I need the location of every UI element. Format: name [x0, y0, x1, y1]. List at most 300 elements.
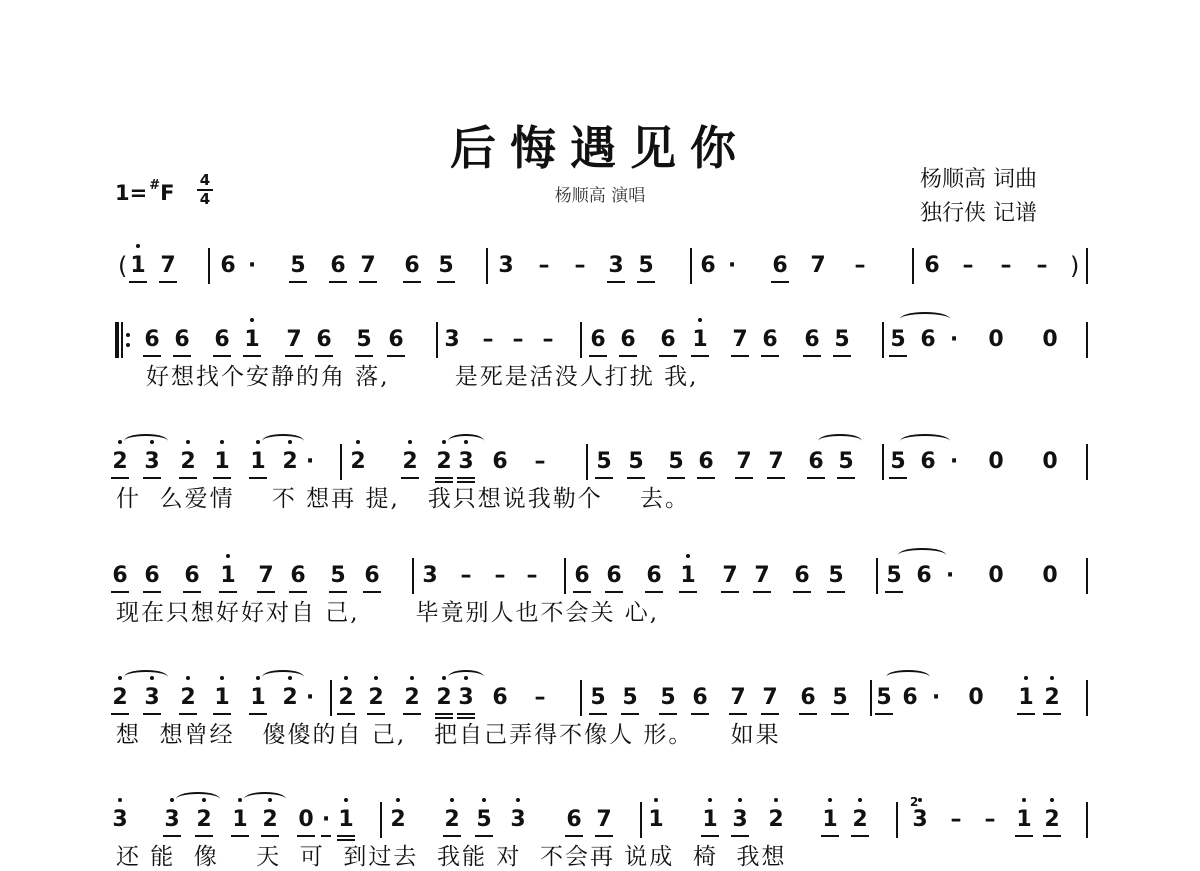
note: [986, 448, 1006, 476]
note-digit: 5: [876, 685, 892, 710]
note-digit: 6: [404, 253, 420, 278]
parenthesis: ): [1070, 252, 1080, 280]
note: [366, 684, 386, 712]
note: [770, 252, 790, 280]
octave-dot-high: [410, 676, 414, 680]
note: [766, 448, 786, 476]
slur: [262, 670, 304, 684]
note-digit: 2: [112, 448, 127, 476]
note-digit: 5: [438, 253, 454, 278]
note-digit: ·: [305, 685, 315, 710]
barline: [1086, 802, 1088, 838]
barline: [586, 444, 588, 480]
note: [618, 326, 638, 354]
octave-dot-high: [408, 440, 412, 444]
note-digit: 1: [214, 684, 229, 712]
note-digit: 6: [330, 253, 346, 278]
note: [128, 252, 148, 280]
note: [162, 806, 182, 834]
note-digit: 2: [282, 448, 297, 476]
note-digit: –: [1000, 253, 1012, 278]
time-bottom: 4: [199, 190, 211, 208]
octave-dot-high: [482, 798, 486, 802]
note-digit: ·: [949, 327, 959, 352]
note: [194, 806, 214, 834]
note: [386, 326, 406, 354]
note-digit: 5: [828, 563, 844, 588]
note: [260, 806, 280, 834]
note: [966, 684, 986, 712]
octave-dot-high: [1050, 676, 1054, 680]
octave-dot-high: [220, 676, 224, 680]
note-digit: 5: [330, 563, 346, 588]
note-digit: 2: [436, 684, 451, 712]
note: [564, 806, 584, 834]
slur: [176, 792, 220, 806]
note: [944, 326, 964, 354]
note-digit: 2: [444, 806, 459, 834]
note: [944, 448, 964, 476]
note-digit: 0: [968, 685, 984, 710]
octave-dot-high: [344, 676, 348, 680]
note: [760, 684, 780, 712]
repeat-part: [115, 322, 119, 358]
note: [678, 562, 698, 590]
note: [730, 806, 750, 834]
note: [986, 562, 1006, 590]
note: [1014, 806, 1034, 834]
barline: [690, 248, 692, 284]
note-digit: 3: [164, 806, 179, 834]
note-digit: 6: [290, 563, 306, 588]
note-digit: 7: [730, 685, 746, 710]
note: [316, 806, 336, 834]
note-digit: 2: [1044, 684, 1059, 712]
slur: [124, 434, 168, 448]
octave-dot-high: [118, 798, 122, 802]
octave-dot-high: [220, 440, 224, 444]
slur: [448, 434, 484, 448]
octave-dot-high: [1050, 798, 1054, 802]
repeat-part: [126, 333, 130, 337]
note: [850, 806, 870, 834]
note: [110, 806, 130, 834]
note: [288, 562, 308, 590]
note: [830, 684, 850, 712]
octave-dot-high: [118, 440, 122, 444]
note: [572, 562, 592, 590]
note-digit: 0: [1042, 563, 1058, 588]
octave-dot-high: [344, 798, 348, 802]
note: [696, 448, 716, 476]
note: [806, 448, 826, 476]
note-digit: 6: [566, 807, 582, 832]
key-signature: [115, 178, 174, 205]
note: [802, 326, 822, 354]
note-digit: 1: [232, 806, 247, 834]
note: [728, 684, 748, 712]
octave-dot-high: [136, 244, 140, 248]
note-digit: 6: [808, 449, 824, 474]
note: [766, 806, 786, 834]
octave-dot-high: [858, 798, 862, 802]
note: [182, 562, 202, 590]
note: [110, 684, 130, 712]
note: [646, 806, 666, 834]
barline: [882, 322, 884, 358]
note-digit: 1: [648, 806, 663, 834]
note: [434, 684, 454, 712]
note: [606, 252, 626, 280]
key-prefix: 1=: [115, 181, 148, 205]
octave-dot-high: [442, 440, 446, 444]
note-digit: 0: [1042, 449, 1058, 474]
note-digit: 6: [606, 563, 622, 588]
note: [588, 326, 608, 354]
note-digit: 6: [174, 327, 190, 352]
barline: [1086, 680, 1088, 716]
octave-dot-high: [738, 798, 742, 802]
barline: [330, 680, 332, 716]
transcriber-credit: 独行侠 记谱: [920, 201, 1037, 226]
note-digit: 5: [660, 685, 676, 710]
barline: [340, 444, 342, 480]
note-digit: 7: [722, 563, 738, 588]
barline: [1086, 322, 1088, 358]
barline: [580, 680, 582, 716]
note: [110, 562, 130, 590]
note: [1032, 252, 1052, 280]
note: [362, 562, 382, 590]
note-digit: –: [460, 563, 472, 588]
note: [1042, 806, 1062, 834]
note-digit: 6: [916, 563, 932, 588]
note: [242, 252, 262, 280]
note: [490, 448, 510, 476]
note-digit: 5: [628, 449, 644, 474]
note: [604, 562, 624, 590]
octave-dot-high: [1022, 798, 1026, 802]
note-digit: 7: [810, 253, 826, 278]
note-digit: 6: [660, 327, 676, 352]
note: [530, 684, 550, 712]
barline: [436, 322, 438, 358]
note: [530, 448, 550, 476]
note-digit: 5: [886, 563, 902, 588]
note: [242, 326, 262, 354]
lyric-line: 现在只想好好对自 己, 毕竟别人也不会关 心,: [116, 600, 660, 626]
repeat-part: [126, 343, 130, 347]
note: [658, 684, 678, 712]
note: [142, 448, 162, 476]
octave-dot-high: [118, 676, 122, 680]
note: [958, 252, 978, 280]
note-digit: 1: [130, 252, 145, 280]
note-digit: 2: [436, 448, 451, 476]
note: [836, 448, 856, 476]
note: [178, 448, 198, 476]
grace-note: 2: [910, 795, 919, 809]
note-digit: 6: [692, 685, 708, 710]
octave-dot-high: [356, 440, 360, 444]
barline: [486, 248, 488, 284]
note: [230, 806, 250, 834]
note: [328, 562, 348, 590]
note: [874, 684, 894, 712]
note: [620, 684, 640, 712]
note-digit: 7: [258, 563, 274, 588]
note-digit: 1: [702, 806, 717, 834]
note: [280, 684, 300, 712]
note-digit: 7: [768, 449, 784, 474]
note-digit: 6: [700, 253, 716, 278]
note: [456, 684, 476, 712]
key-note: F: [160, 181, 175, 205]
note: [436, 252, 456, 280]
note: [348, 448, 368, 476]
note-digit: 2: [390, 806, 405, 834]
octave-dot-high: [256, 676, 260, 680]
note: [474, 806, 494, 834]
note: [110, 448, 130, 476]
note-digit: 5: [890, 449, 906, 474]
octave-dot-high: [516, 798, 520, 802]
note: [402, 252, 422, 280]
note-digit: 3: [458, 448, 473, 476]
note-digit: 1: [220, 562, 235, 590]
note-digit: 0: [988, 327, 1004, 352]
lyric-line: 什 么爱情 不 想再 提, 我只想说我勒个 去。: [116, 486, 690, 512]
note: [808, 252, 828, 280]
note-digit: 2: [404, 684, 419, 712]
note-digit: 7: [596, 807, 612, 832]
note-digit: 6: [924, 253, 940, 278]
note: [508, 806, 528, 834]
octave-dot-high: [256, 440, 260, 444]
note-digit: –: [984, 807, 996, 832]
note-digit: 0: [988, 563, 1004, 588]
note: [798, 684, 818, 712]
note-digit: ·: [945, 563, 955, 588]
note: [496, 252, 516, 280]
note: [888, 326, 908, 354]
singer-credit: 杨顺高 演唱: [554, 186, 646, 206]
note: [922, 252, 942, 280]
note: [490, 684, 510, 712]
note: [722, 252, 742, 280]
note-digit: 5: [832, 685, 848, 710]
note-digit: 1: [214, 448, 229, 476]
note-digit: 5: [622, 685, 638, 710]
barline: [580, 322, 582, 358]
note: [918, 326, 938, 354]
note-digit: 6: [220, 253, 236, 278]
note-digit: –: [1036, 253, 1048, 278]
note: [700, 806, 720, 834]
note-digit: 2: [402, 448, 417, 476]
note: [354, 326, 374, 354]
note: [1040, 562, 1060, 590]
note-digit: 0: [988, 449, 1004, 474]
note: [314, 326, 334, 354]
octave-dot-high: [186, 440, 190, 444]
note: [336, 684, 356, 712]
note-digit: ·: [949, 449, 959, 474]
barline: [412, 558, 414, 594]
note: [926, 684, 946, 712]
repeat-part: [121, 322, 123, 358]
note-digit: ·: [305, 449, 315, 474]
note-digit: 3: [732, 806, 747, 834]
note: [1042, 684, 1062, 712]
octave-dot-high: [654, 798, 658, 802]
note-digit: –: [482, 327, 494, 352]
note: [178, 684, 198, 712]
note-digit: 3: [144, 448, 159, 476]
song-title: 后悔遇见你: [450, 121, 750, 175]
note-digit: ·: [931, 685, 941, 710]
octave-dot-high: [686, 554, 690, 558]
note-digit: 6: [800, 685, 816, 710]
octave-dot-high: [708, 798, 712, 802]
note-digit: 2: [196, 806, 211, 834]
note: [434, 448, 454, 476]
note-digit: 6: [492, 685, 508, 710]
repeat-start-sign: [115, 322, 129, 358]
note-digit: 7: [754, 563, 770, 588]
note-digit: –: [534, 685, 546, 710]
note: [538, 326, 558, 354]
note-digit: 7: [762, 685, 778, 710]
octave-dot-high: [170, 798, 174, 802]
note: [900, 684, 920, 712]
note: [594, 448, 614, 476]
note-digit: 6: [388, 327, 404, 352]
octave-dot-high: [374, 676, 378, 680]
note-digit: 5: [638, 253, 654, 278]
note-digit: 6: [804, 327, 820, 352]
slur: [886, 670, 930, 684]
note-digit: –: [574, 253, 586, 278]
note: [730, 326, 750, 354]
note-digit: 3: [444, 327, 460, 352]
barline: [1086, 558, 1088, 594]
barline: [870, 680, 872, 716]
note: [946, 806, 966, 834]
note: [570, 252, 590, 280]
note-digit: 6: [184, 563, 200, 588]
note-digit: 2: [180, 448, 195, 476]
note-digit: 1: [338, 806, 353, 834]
note: [142, 562, 162, 590]
note-digit: 6: [574, 563, 590, 588]
note: [402, 684, 422, 712]
note: [1040, 448, 1060, 476]
note: [212, 326, 232, 354]
note: [508, 326, 528, 354]
note-digit: 6: [920, 449, 936, 474]
note-digit: 7: [732, 327, 748, 352]
slur: [124, 670, 168, 684]
barline: [876, 558, 878, 594]
note-digit: –: [534, 449, 546, 474]
note-digit: 2: [768, 806, 783, 834]
note: [826, 562, 846, 590]
note-digit: 3: [144, 684, 159, 712]
barline: [208, 248, 210, 284]
note: [456, 448, 476, 476]
note: [918, 448, 938, 476]
key-sharp: #: [149, 178, 161, 193]
note-digit: –: [526, 563, 538, 588]
note: [358, 252, 378, 280]
note-digit: 5: [890, 327, 906, 352]
slur: [244, 792, 286, 806]
slur: [900, 312, 950, 326]
note-digit: 3: [510, 806, 525, 834]
note: [588, 684, 608, 712]
note: [996, 252, 1016, 280]
note: [248, 448, 268, 476]
note-digit: 7: [360, 253, 376, 278]
slur: [900, 434, 950, 448]
note-digit: 6: [144, 327, 160, 352]
notes-line: [0, 252, 1200, 292]
lyricist-composer-credit: 杨顺高 词曲: [920, 167, 1037, 192]
octave-dot-high: [250, 318, 254, 322]
note-digit: –: [494, 563, 506, 588]
note-digit: 0: [1042, 327, 1058, 352]
note: [388, 806, 408, 834]
note: [698, 252, 718, 280]
note-digit: 5: [290, 253, 306, 278]
octave-dot-high: [226, 554, 230, 558]
note: [288, 252, 308, 280]
note-digit: 6: [794, 563, 810, 588]
note: [142, 684, 162, 712]
note-digit: 5: [476, 806, 491, 834]
slur: [818, 434, 862, 448]
note: [300, 684, 320, 712]
octave-dot-high: [442, 676, 446, 680]
note: [212, 448, 232, 476]
note-digit: 5: [596, 449, 612, 474]
time-top: 4: [199, 171, 211, 189]
slur: [898, 548, 946, 562]
note-digit: ·: [247, 253, 257, 278]
octave-dot-high: [450, 798, 454, 802]
barline: [1086, 444, 1088, 480]
note-digit: 0: [298, 807, 314, 832]
barline: [640, 802, 642, 838]
note-digit: ·: [321, 807, 331, 832]
note-digit: 2: [1044, 806, 1059, 834]
lyric-line: 好想找个安静的角 落, 是死是活没人打扰 我,: [146, 364, 699, 390]
note: [296, 806, 316, 834]
note: [594, 806, 614, 834]
note: [336, 806, 356, 834]
note: [158, 252, 178, 280]
note: [534, 252, 554, 280]
note-digit: 2: [282, 684, 297, 712]
note: [442, 326, 462, 354]
time-signature: [197, 173, 213, 207]
note-digit: 2: [350, 448, 365, 476]
note-digit: 6: [590, 327, 606, 352]
note: [690, 326, 710, 354]
note-digit: 2: [180, 684, 195, 712]
note: [636, 252, 656, 280]
